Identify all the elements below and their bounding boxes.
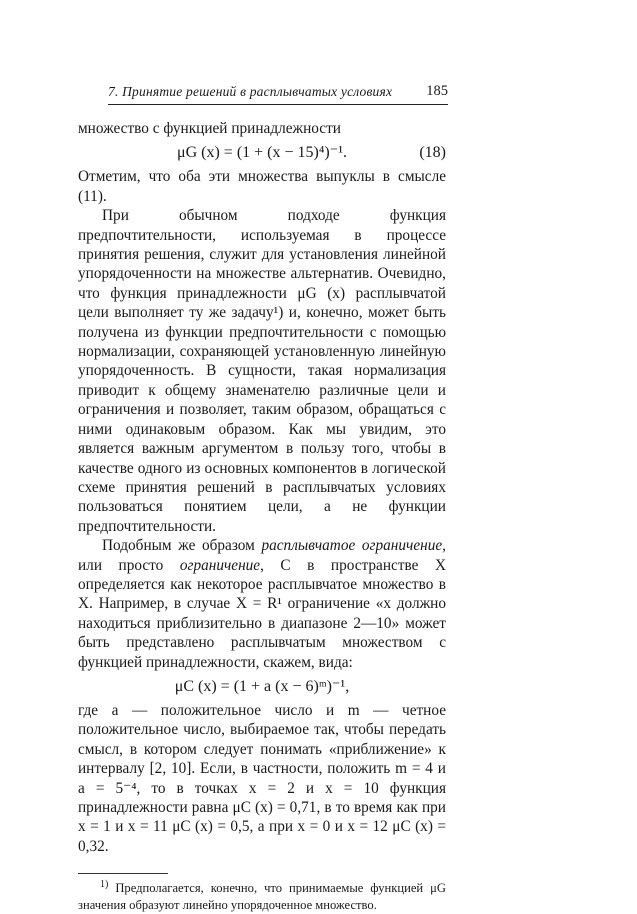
formula-18-number: (18) bbox=[419, 144, 446, 162]
page-number: 185 bbox=[426, 83, 448, 99]
paragraph-5: где a — положительное число и m — четное положительное число, выбираемое так, чтобы передать смысл, в котором следует понимать «приближение» к интервалу [2, 10]. Если, в частности, положить m = 4 и a = 5⁻⁴, то в точках x = 2 и x = 10 функция принадлежности равна μC (x) = 0,71, в то время как при x = 1 и x = 11 μC (x) = 0,5, а при x = 0 и x = 12 μC (x) = 0,32. bbox=[78, 701, 446, 855]
footnote bbox=[78, 880, 446, 914]
term-constraint: ограничение bbox=[179, 556, 261, 574]
footnote-divider bbox=[78, 873, 168, 874]
chapter-title: 7. Принятие решений в расплывчатых условиях bbox=[108, 84, 393, 99]
paragraph-2: Отметим, что оба эти множества выпуклы в смысле (11). bbox=[78, 168, 446, 205]
paragraph-1: множество с функцией принадлежности bbox=[78, 120, 341, 137]
term-fuzzy-constraint: расплывчатое ограничение bbox=[261, 537, 443, 555]
paragraph-4 bbox=[78, 536, 446, 672]
running-header bbox=[108, 84, 448, 105]
formula-constraint bbox=[78, 672, 446, 701]
formula-18-expression: μG (x) = (1 + (x − 15)⁴)⁻¹. bbox=[177, 144, 347, 162]
formula-constraint-expression: μC (x) = (1 + a (x − 6)ᵐ)⁻¹, bbox=[174, 677, 350, 695]
body-text bbox=[78, 119, 446, 914]
footnote-marker: 1) bbox=[100, 879, 109, 891]
paragraph-4-part-a: Подобным же образом bbox=[102, 537, 262, 555]
paragraph-3: При обычном подходе функция предпочтительности, используемая в процессе принятия решения, служит для установления линейной упорядоченности на множестве альтернатив. Очевидно, что функция принадлежности μG (x) расплывчатой цели выполняет ту же задачу¹) и, конечно, может быть получена из функции предпочтительности с помощью нормализации, сохраняющей установленную линейную упорядоченность. В сущности, такая нормализация приводит к общему знаменателю различные цели и ограничения и позволяет, таким образом, обращаться с ними одинаковым образом. Как мы увидим, это является важным аргументом в пользу того, чтобы в качестве одного из основных компонентов в логической схеме принятия решений в расплывчатых условиях пользоваться понятием цели, а не функции предпочтительности. bbox=[78, 207, 446, 535]
paragraph-4-part-b: , или просто bbox=[78, 537, 446, 574]
paragraph-4-part-c: , C в пространстве X определяется как некоторое расплывчатое множество в X. Например, в случае X = R¹ ограничение «x должно находиться приблизительно в диапазоне 2—10» может быть представлено расплывчатым множеством с функцией принадлежности, скажем, вида: bbox=[78, 556, 446, 671]
footnote-text: Предполагается, конечно, что принимаемые функцией μG значения образуют линейно упорядоченное множество. bbox=[78, 881, 446, 913]
formula-18 bbox=[78, 138, 446, 167]
